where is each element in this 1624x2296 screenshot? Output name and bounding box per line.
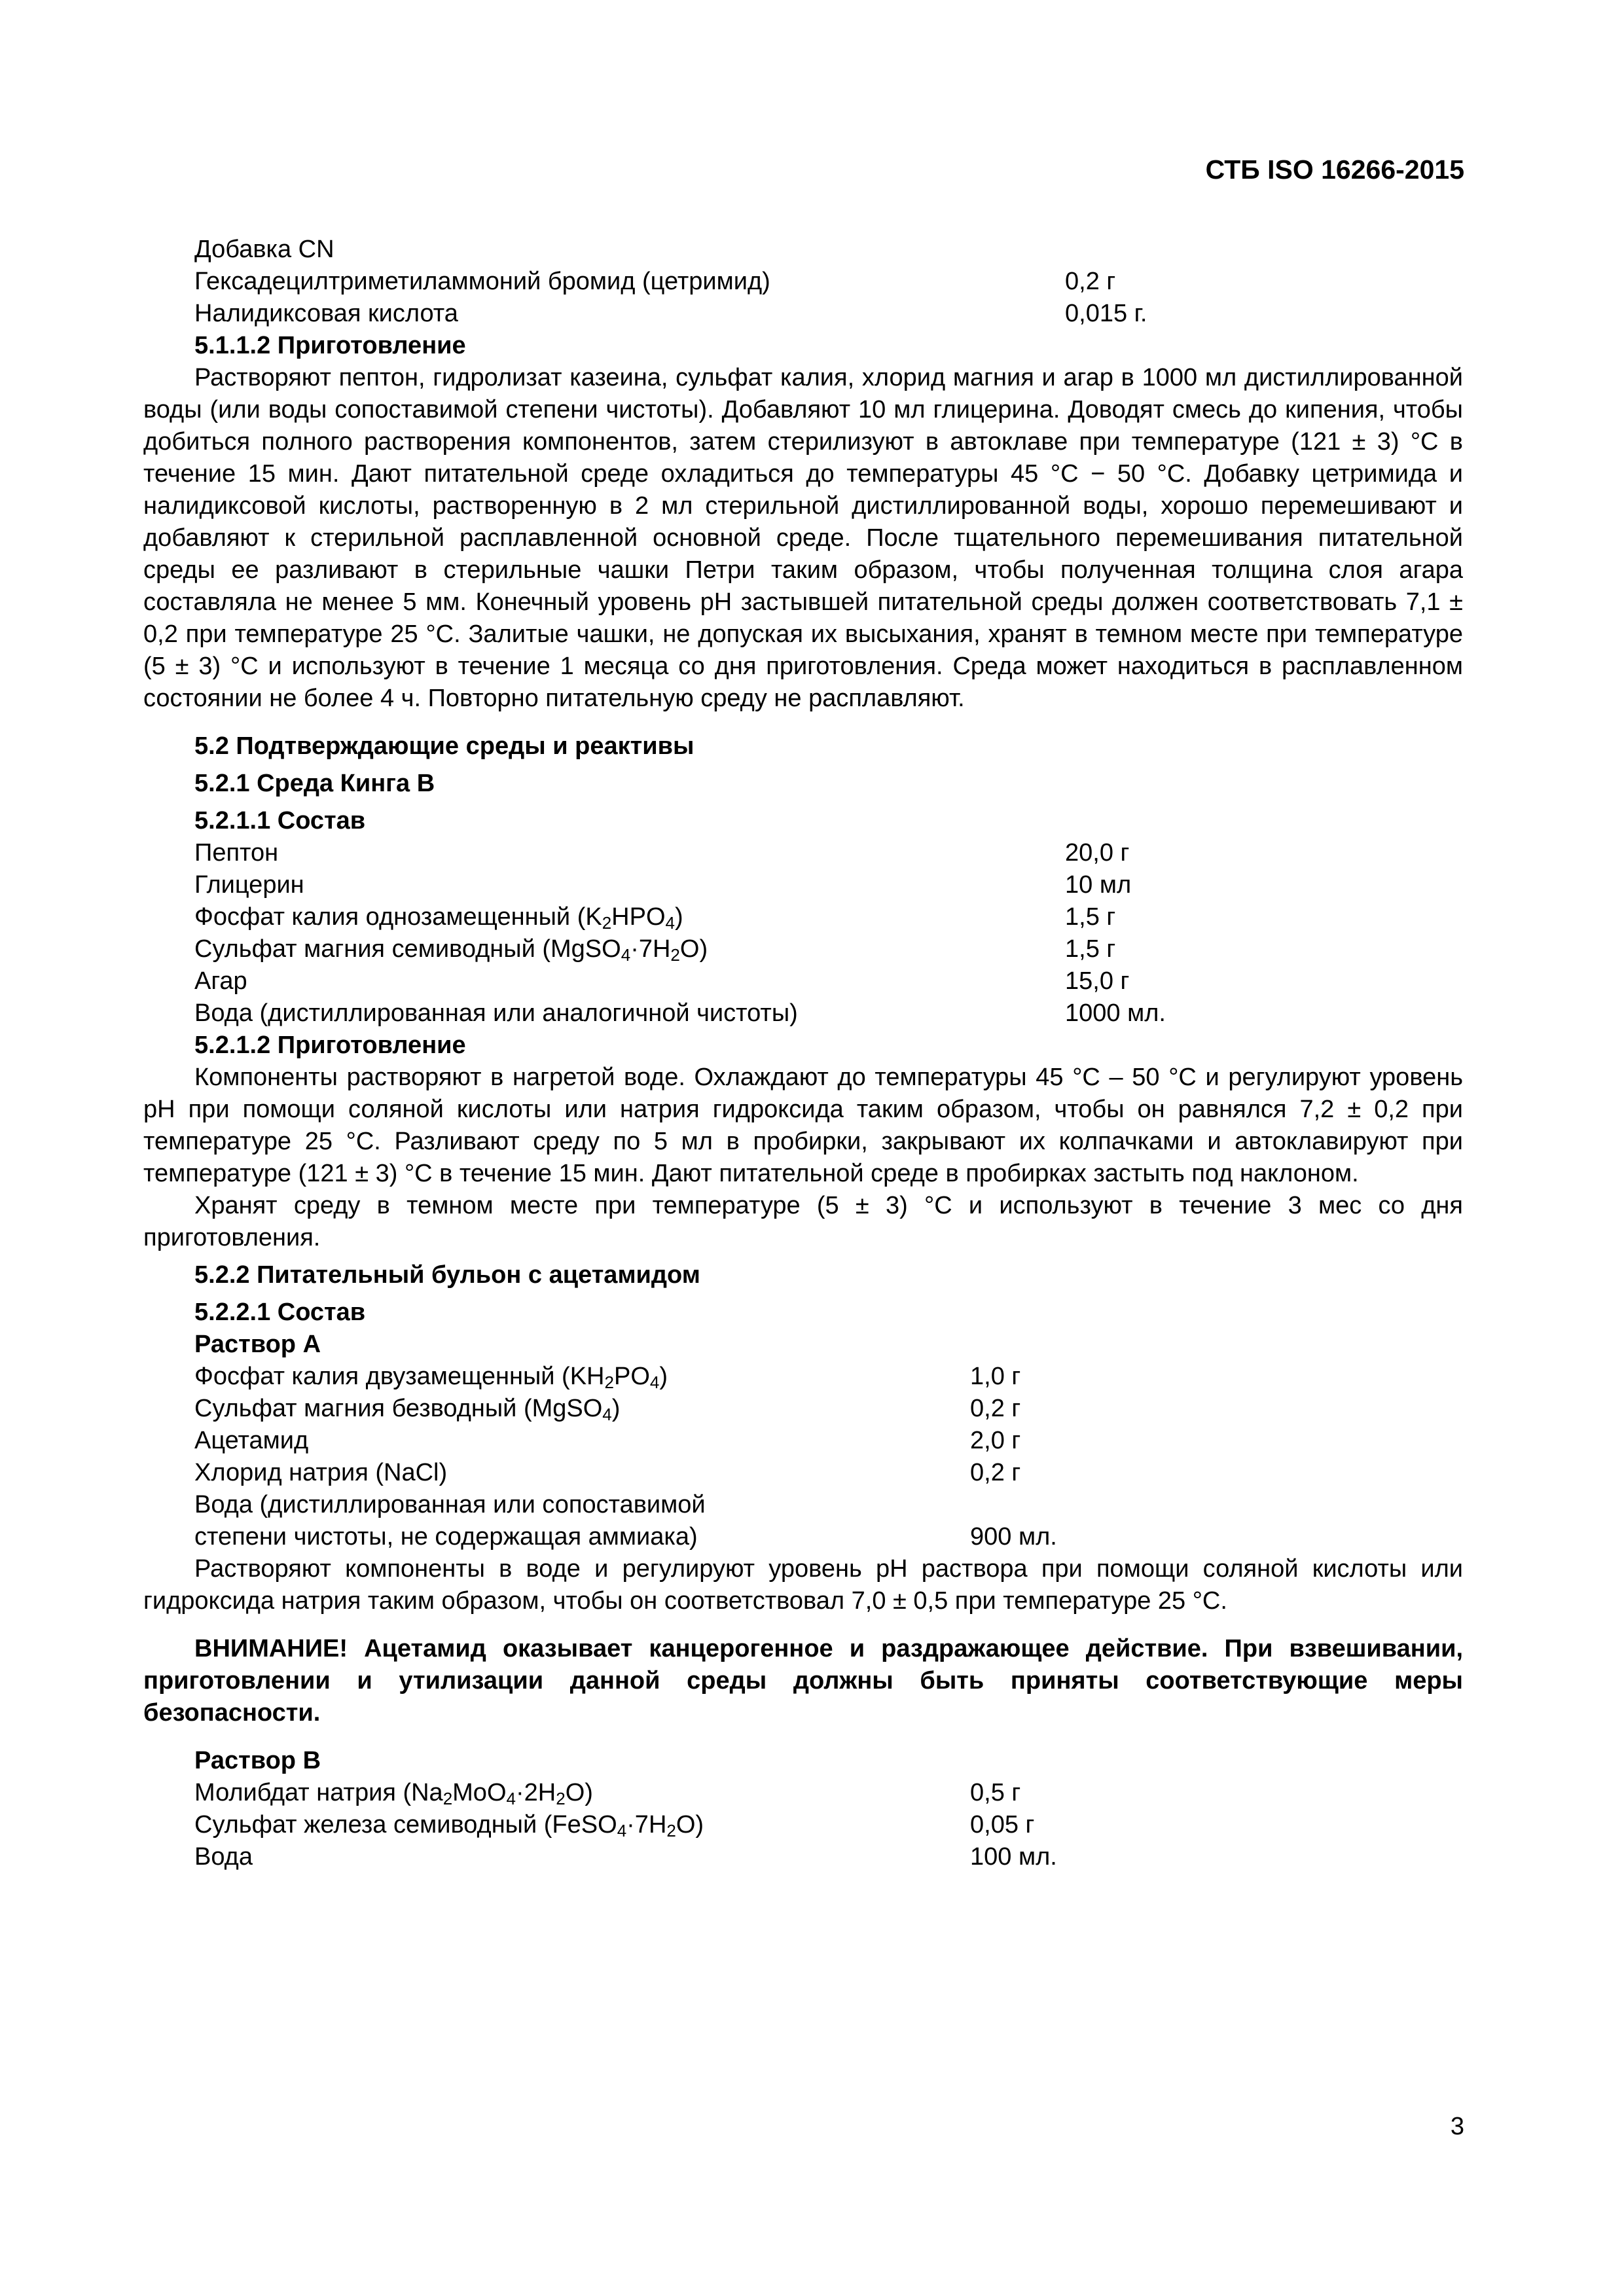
composition-row bbox=[143, 1457, 1463, 1489]
ingredient-amount: 0,2 г bbox=[1065, 268, 1116, 295]
warning-paragraph: ВНИМАНИЕ! Ацетамид оказывает канцерогенное и раздражающее действие. При взвешивании, приготовлении и утилизации данной среды должны быть приняты соответствующие меры безопасности. bbox=[143, 1635, 1463, 1727]
ingredient-name: Вода (дистиллированная или аналогичной чистоты) bbox=[194, 999, 798, 1027]
ingredient-name: степени чистоты, не содержащая аммиака) bbox=[194, 1523, 698, 1551]
paragraph-5212-2: Хранят среду в темном месте при температуре (5 ± 3) °С и используют в течение 3 мес со дня приготовления. bbox=[143, 1192, 1463, 1251]
ingredient-name: Налидиксовая кислота bbox=[194, 300, 458, 327]
ingredient-amount: 0,05 г bbox=[970, 1811, 1035, 1839]
solution-a-title: Раствор A bbox=[194, 1331, 321, 1358]
ingredient-amount: 15,0 г bbox=[1065, 967, 1130, 995]
ingredient-amount: 0,2 г bbox=[970, 1395, 1021, 1422]
ingredient-amount: 100 мл. bbox=[970, 1843, 1057, 1871]
section-heading-5112: 5.1.1.2 Приготовление bbox=[194, 332, 466, 359]
section-heading-5211: 5.2.1.1 Состав bbox=[194, 807, 366, 834]
ingredient-name: Фосфат калия однозамещенный $(K_2HPO_4)$ bbox=[194, 903, 683, 933]
ingredient-name: Ацетамид bbox=[194, 1427, 309, 1454]
document-code: СТБ ISO 16266-2015 bbox=[1205, 154, 1464, 185]
composition-row bbox=[143, 1809, 1463, 1841]
section-heading-522: 5.2.2 Питательный бульон с ацетамидом bbox=[194, 1261, 700, 1289]
ingredient-amount: 1000 мл. bbox=[1065, 999, 1166, 1027]
composition-row-water-line1 bbox=[143, 1489, 1463, 1521]
ingredient-amount: 10 мл bbox=[1065, 871, 1132, 899]
page-number: 3 bbox=[1450, 2113, 1464, 2140]
composition-row bbox=[143, 1361, 1463, 1393]
ingredient-name: Сульфат магния семиводный $(MgSO_4\cdot 7H_2O)$ bbox=[194, 935, 708, 965]
ingredient-name: Вода (дистиллированная или сопоставимой bbox=[194, 1491, 706, 1518]
ingredient-amount: 1,5 г bbox=[1065, 935, 1116, 963]
ingredient-name: Пептон bbox=[194, 839, 279, 867]
ingredient-name: Гексадецилтриметиламмоний бромид (цетримид) bbox=[194, 268, 770, 295]
composition-row bbox=[143, 869, 1463, 901]
paragraph-5212-1: Компоненты растворяют в нагретой воде. Охлаждают до температуры 45 °С – 50 °С и регулируют уровень pH при помощи соляной кислоты или натрия гидроксида таким образом, чтобы он равнялся 7,2 ± 0,2 при температуре 25 °С. Разливают среду по 5 мл в пробирки, закрывают их колпачками и автоклавируют при температуре (121 ± 3) °С в течение 15 мин. Дают питательной среде в пробирках застыть под наклоном. bbox=[143, 1064, 1463, 1187]
ingredient-name: Фосфат калия двузамещенный $(KH_2PO_4)$ bbox=[194, 1363, 668, 1392]
ingredient-name: Сульфат железа семиводный $(FeSO_4\cdot 7H_2O)$ bbox=[194, 1811, 704, 1840]
section-heading-521: 5.2.1 Среда Кинга B bbox=[194, 770, 435, 797]
solution-b-title: Раствор B bbox=[194, 1747, 321, 1774]
ingredient-amount: 0,2 г bbox=[970, 1459, 1021, 1486]
page-content bbox=[143, 234, 1463, 1873]
ingredient-name: Сульфат магния безводный (MgSO$_4$) bbox=[194, 1395, 621, 1424]
section-heading-52: 5.2 Подтверждающие среды и реактивы bbox=[194, 732, 695, 760]
paragraph-5112: Растворяют пептон, гидролизат казеина, сульфат калия, хлорид магния и агар в 1000 мл дистиллированной воды (или воды сопоставимой степени чистоты). Добавляют 10 мл глицерина. Доводят смесь до кипения, чтобы добиться полного растворения компонентов, затем стерилизуют в автоклаве при температуре (121 ± 3) °С в течение 15 мин. Дают питательной среде охладиться до температуры 45 °С − 50 °С. Добавку цетримида и налидиксовой кислоты, растворенную в 2 мл стерильной дистиллированной воды, хорошо перемешивают и добавляют к стерильной расплавленной основной среде. После тщательного перемешивания питательной среды ее разливают в стерильные чашки Петри таким образом, чтобы полученная толщина слоя агара составляла не менее 5 мм. Конечный уровень pH застывшей питательной среды должен соответствовать 7,1 ± 0,2 при температуре 25 °С. Залитые чашки, не допуская их высыхания, хранят в темном месте при температуре (5 ± 3) °С и используют в течение 1 месяца со дня приготовления. Среда может находиться в расплавленном состоянии не более 4 ч. Повторно питательную среду не расплавляют. bbox=[143, 364, 1463, 712]
composition-row bbox=[143, 901, 1463, 933]
supplement-cn-title: Добавка CN bbox=[194, 236, 334, 263]
ingredient-amount: 1,0 г bbox=[970, 1363, 1021, 1390]
ingredient-amount: 0,015 г. bbox=[1065, 300, 1147, 327]
ingredient-amount: 0,5 г bbox=[970, 1779, 1021, 1806]
composition-row bbox=[143, 933, 1463, 965]
ingredient-amount: 1,5 г bbox=[1065, 903, 1116, 931]
ingredient-name: Молибдат натрия $(Na_2MoO_4\cdot 2H_2O)$ bbox=[194, 1779, 593, 1808]
composition-row bbox=[143, 1393, 1463, 1425]
composition-row bbox=[143, 266, 1463, 298]
ingredient-name: Агар bbox=[194, 967, 247, 995]
ingredient-name: Глицерин bbox=[194, 871, 304, 899]
paragraph-solution-a: Растворяют компоненты в воде и регулируют уровень pH раствора при помощи соляной кислоты или гидроксида натрия таким образом, чтобы он соответствовал 7,0 ± 0,5 при температуре 25 °С. bbox=[143, 1555, 1463, 1615]
section-heading-5212: 5.2.1.2 Приготовление bbox=[194, 1031, 466, 1059]
composition-row-water-line2 bbox=[143, 1521, 1463, 1553]
section-heading-5221: 5.2.2.1 Состав bbox=[194, 1299, 366, 1326]
composition-row bbox=[143, 837, 1463, 869]
ingredient-amount: 2,0 г bbox=[970, 1427, 1021, 1454]
composition-row bbox=[143, 1777, 1463, 1809]
ingredient-name: Хлорид натрия (NaCl) bbox=[194, 1459, 448, 1486]
composition-row bbox=[143, 997, 1463, 1030]
ingredient-amount: 20,0 г bbox=[1065, 839, 1130, 867]
ingredient-name: Вода bbox=[194, 1843, 253, 1871]
ingredient-amount: 900 мл. bbox=[970, 1523, 1057, 1551]
composition-row bbox=[143, 298, 1463, 330]
composition-row bbox=[143, 1841, 1463, 1873]
composition-row bbox=[143, 965, 1463, 997]
composition-row bbox=[143, 1425, 1463, 1457]
